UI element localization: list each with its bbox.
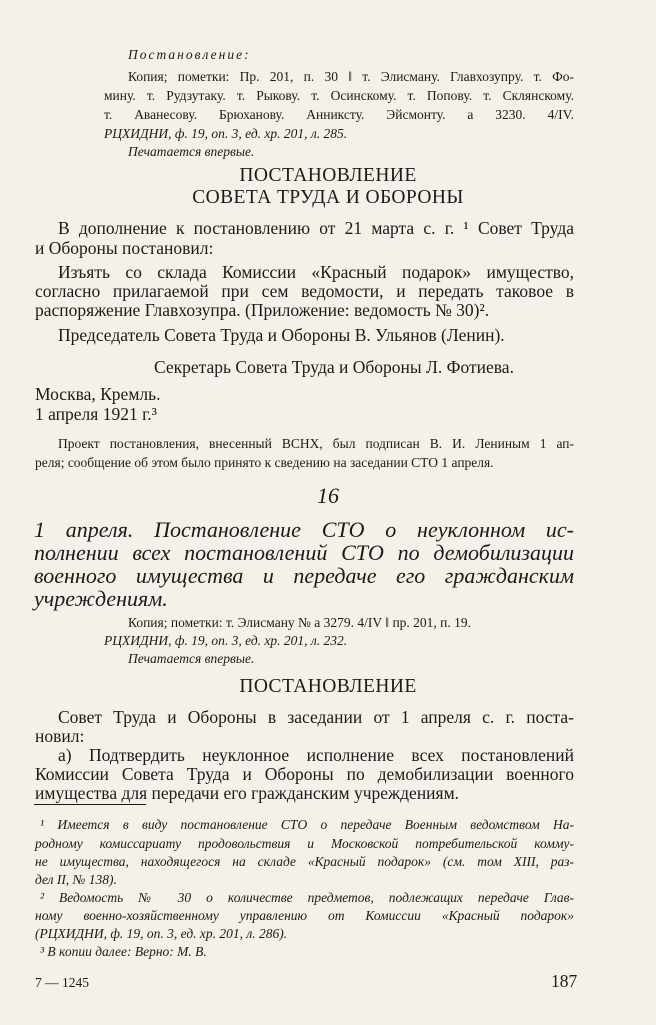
footnote-1-line-3: не имущества, находящегося на складе «Красный подарок» (см. том XIII, раз-	[35, 854, 574, 869]
footnote-3: ³ В копии далее: Верно: М. В.	[40, 944, 207, 959]
decree2-item-line-1: а) Подтвердить неуклонное исполнение всех постановлений	[58, 745, 574, 765]
heading-postanovlenie-2: ПОСТАНОВЛЕНИЕ	[239, 676, 417, 697]
copy-line-3: т. Аванесову. Брюханову. Анниксту. Эйсмонту. а 3230. 4/IV.	[104, 107, 574, 122]
footnote-2-line-3: (РЦХИДНИ, ф. 19, оп. 3, ед. хр. 201, л. 286).	[35, 926, 288, 941]
copy-line-1: Копия; пометки: Пр. 201, п. 30 ‖ т. Элисману. Главхозупру. т. Фо-	[128, 69, 574, 84]
decree2-intro-line-1: Совет Труда и Обороны в заседании от 1 апреля с. г. поста-	[58, 707, 574, 727]
heading-postanovlenie: ПОСТАНОВЛЕНИЕ	[239, 165, 417, 186]
secretary-signature: Секретарь Совета Труда и Обороны Л. Фотиева.	[154, 357, 514, 377]
decree-date: 1 апреля 1921 г.³	[35, 404, 157, 424]
archive-reference-1: РЦХИДНИ, ф. 19, оп. 3, ед. хр. 201, л. 285.	[104, 126, 348, 141]
printed-first-2: Печатается впервые.	[128, 651, 255, 666]
print-signature: 7 — 1245	[35, 975, 89, 990]
doc16-title-line-2: полнении всех постановлений СТО по демобилизации	[34, 540, 574, 565]
decree2-intro-line-2: новил:	[35, 726, 85, 746]
footnote-rule	[34, 804, 146, 805]
footnote-1-line-2: родному комиссариату продовольствия и Московской потребительской комму-	[35, 836, 574, 851]
document-number: 16	[317, 483, 339, 508]
doc16-title-line-1: 1 апреля. Постановление СТО о неуклонном ис-	[34, 517, 574, 542]
heading-council: СОВЕТА ТРУДА И ОБОРОНЫ	[192, 187, 464, 208]
decree2-item-line-2: Комиссии Совета Труда и Обороны по демобилизации военного	[35, 764, 574, 784]
footnote-1-line-4: дел II, № 138).	[35, 872, 117, 887]
decree1-text-line-3: распоряжение Главхозупра. (Приложение: ведомость № 30)².	[35, 300, 490, 320]
doc16-title-line-3: военного имущества и передаче его гражданским	[34, 563, 574, 588]
decree2-item-line-3: имущества для передачи его гражданским учреждениям.	[35, 783, 460, 803]
footnote-2-line-1: ² Ведомость № 30 о количестве предметов, подлежащих передаче Глав-	[40, 890, 574, 905]
postanovlenie-label: Постановление:	[128, 47, 251, 62]
project-note-line-2: реля; сообщение об этом было принято к сведению на заседании СТО 1 апреля.	[35, 455, 494, 470]
decree1-text-line-1: Изъять со склада Комиссии «Красный подарок» имущество,	[58, 262, 574, 282]
footnote-1-line-1: ¹ Имеется в виду постановление СТО о передаче Военным ведомством На-	[40, 817, 574, 832]
place: Москва, Кремль.	[35, 384, 161, 404]
footnote-2-line-2: ному военно-хозяйственному управлению от Комиссии «Красный подарок»	[35, 908, 574, 923]
chairman-signature: Председатель Совета Труда и Обороны В. Ульянов (Ленин).	[58, 325, 505, 345]
project-note-line-1: Проект постановления, внесенный ВСНХ, был подписан В. И. Лениным 1 ап-	[58, 436, 574, 451]
copy-line-2: мину. т. Рудзутаку. т. Рыкову. т. Осинскому. т. Попову. т. Склянскому.	[104, 88, 574, 103]
doc16-title-line-4: учреждениям.	[34, 586, 168, 611]
page-number: 187	[551, 971, 578, 991]
doc16-copy-note: Копия; пометки: т. Элисману № а 3279. 4/IV ‖ пр. 201, п. 19.	[128, 615, 472, 630]
printed-first-1: Печатается впервые.	[128, 144, 255, 159]
decree1-intro-line-2: и Обороны постановил:	[35, 238, 214, 258]
archive-reference-2: РЦХИДНИ, ф. 19, оп. 3, ед. хр. 201, л. 232.	[104, 633, 348, 648]
decree1-intro-line-1: В дополнение к постановлению от 21 марта с. г. ¹ Совет Труда	[58, 218, 574, 238]
decree1-text-line-2: согласно прилагаемой при сем ведомости, и передать таковое в	[35, 281, 574, 301]
